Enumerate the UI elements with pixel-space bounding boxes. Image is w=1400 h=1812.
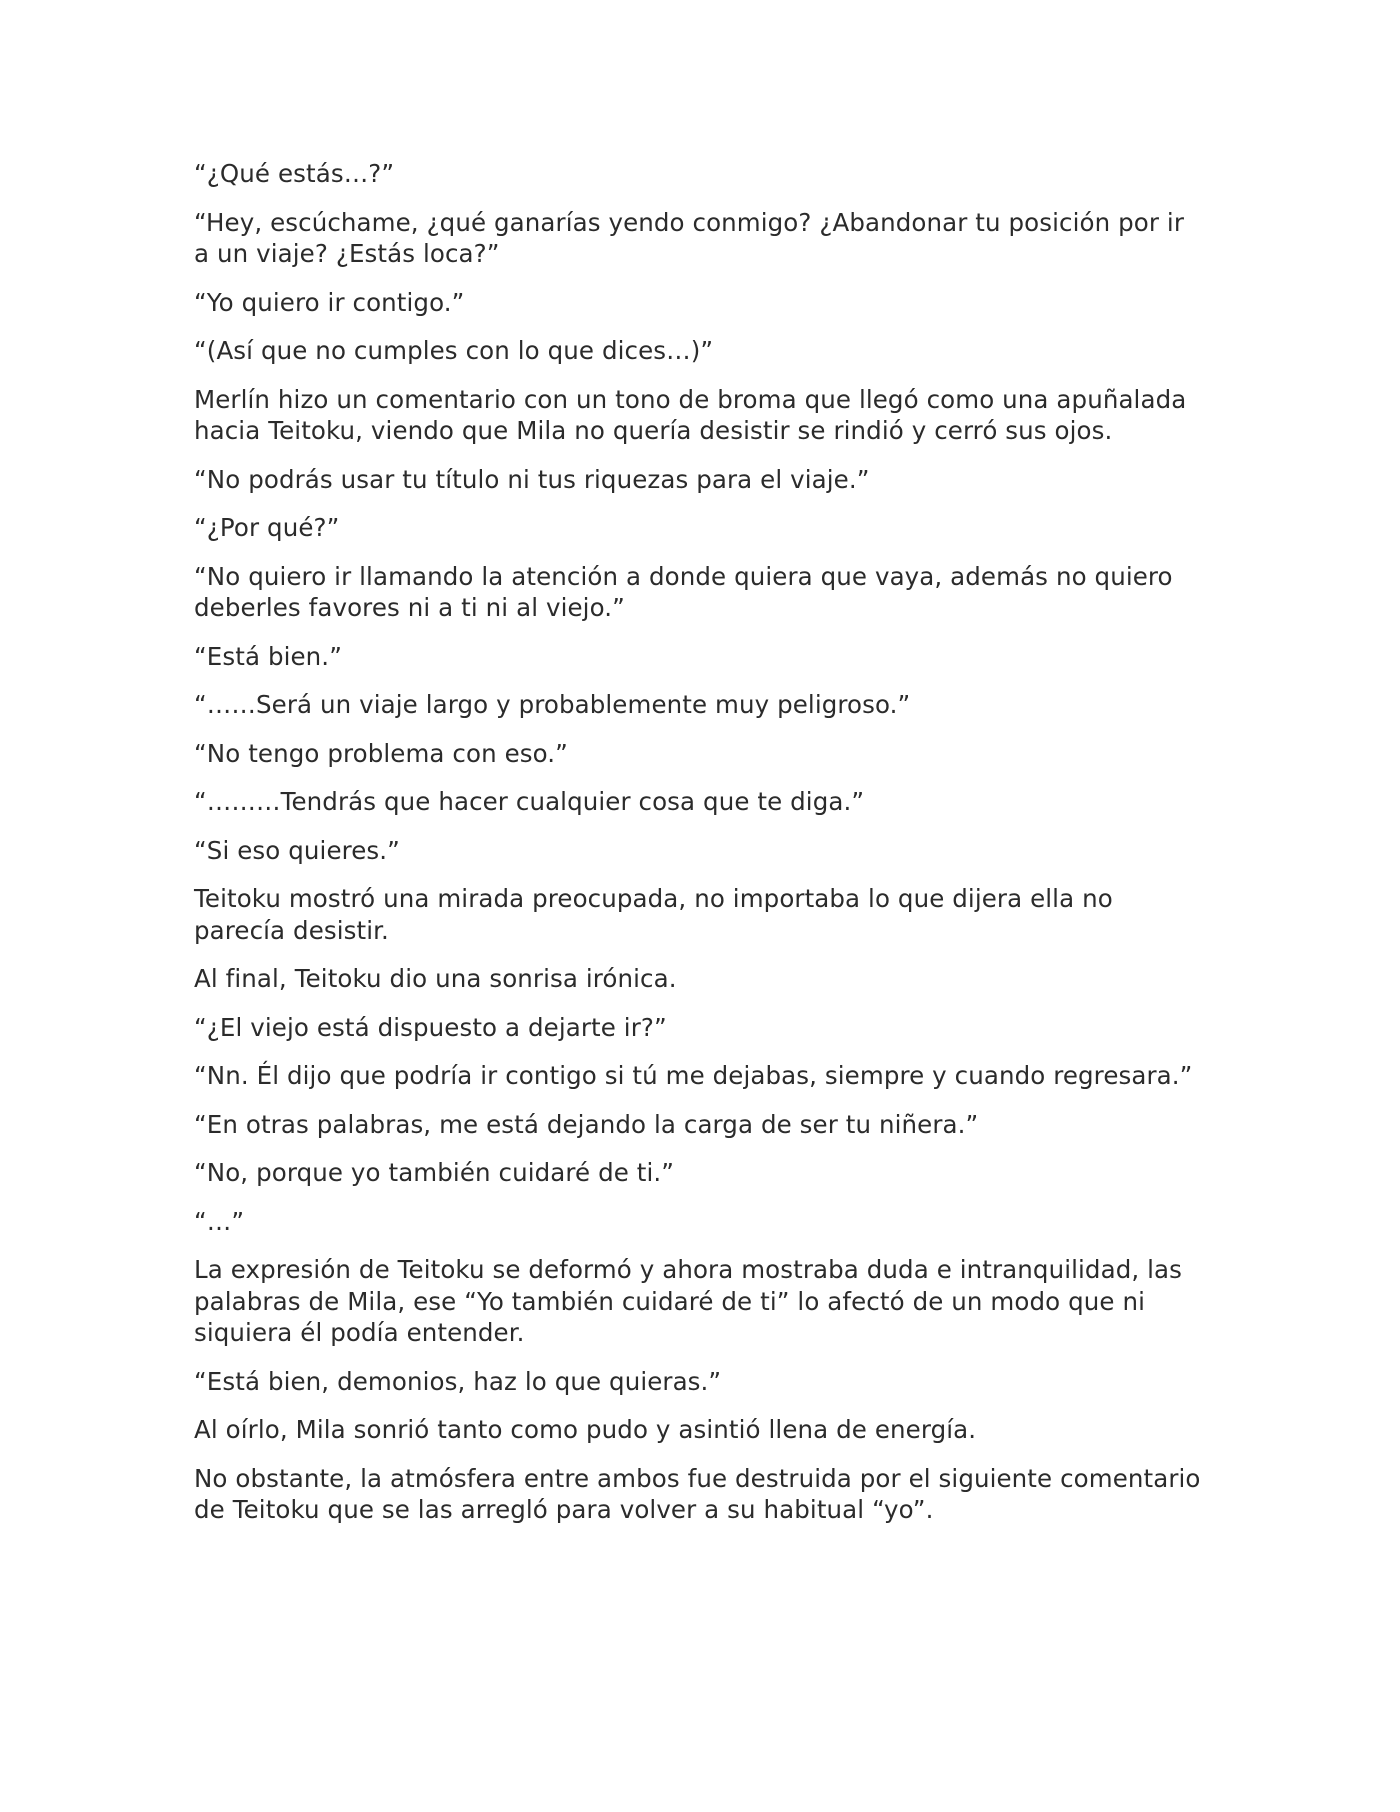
paragraph-7: “¿Por qué?” [194, 513, 340, 542]
paragraph-14: Teitoku mostró una mirada preocupada, no importaba lo que dijera ella no parecía desistir. [194, 884, 1113, 945]
paragraph-16: “¿El viejo está dispuesto a dejarte ir?” [194, 1012, 667, 1042]
paragraph-5: Merlín hizo un comentario con un tono de broma que llegó como una apuñalada hacia Teitoku, viendo que Mila no quería desistir se rindió y cerró sus ojos. [194, 384, 1187, 445]
paragraph-21: La expresión de Teitoku se deformó y ahora mostraba duda e intranquilidad, las palabras de Mila, ese “Yo también cuidaré de ti” lo afectó de un modo que ni siquiera él podía entender. [194, 1255, 1183, 1347]
paragraph-15: Al final, Teitoku dio una sonrisa irónica. [194, 964, 677, 993]
paragraph-9: “Está bien.” [194, 641, 342, 671]
paragraph-2: “Hey, escúchame, ¿qué ganarías yendo conmigo? ¿Abandonar tu posición por ir a un viaje? ¿Estás loca?” [194, 207, 1184, 268]
paragraph-19: “No, porque yo también cuidaré de ti.” [194, 1158, 675, 1187]
paragraph-24: No obstante, la atmósfera entre ambos fue destruida por el siguiente comentario de Teitoku que se las arregló para volver a su habitual “yo”. [194, 1463, 1201, 1524]
paragraph-20: “…” [194, 1206, 245, 1236]
paragraph-8: “No quiero ir llamando la atención a donde quiera que vaya, además no quiero deberles favores ni a ti ni al viejo.” [194, 561, 1173, 622]
paragraph-6: “No podrás usar tu título ni tus riquezas para el viaje.” [194, 464, 870, 494]
document-body [194, 158, 1204, 1543]
paragraph-12: “………Tendrás que hacer cualquier cosa que te diga.” [194, 787, 865, 816]
paragraph-10: “……Será un viaje largo y probablemente muy peligroso.” [194, 690, 911, 719]
paragraph-18: “En otras palabras, me está dejando la carga de ser tu niñera.” [194, 1109, 979, 1139]
paragraph-13: “Si eso quieres.” [194, 835, 400, 865]
paragraph-23: Al oírlo, Mila sonrió tanto como pudo y asintió llena de energía. [194, 1415, 977, 1444]
paragraph-4: “(Así que no cumples con lo que dices…)” [194, 336, 714, 365]
paragraph-17: “Nn. Él dijo que podría ir contigo si tú me dejabas, siempre y cuando regresara.” [194, 1061, 1193, 1090]
paragraph-22: “Está bien, demonios, haz lo que quieras.” [194, 1366, 722, 1396]
paragraph-3: “Yo quiero ir contigo.” [194, 287, 465, 317]
paragraph-11: “No tengo problema con eso.” [194, 738, 568, 768]
paragraph-1: “¿Qué estás…?” [194, 159, 395, 188]
